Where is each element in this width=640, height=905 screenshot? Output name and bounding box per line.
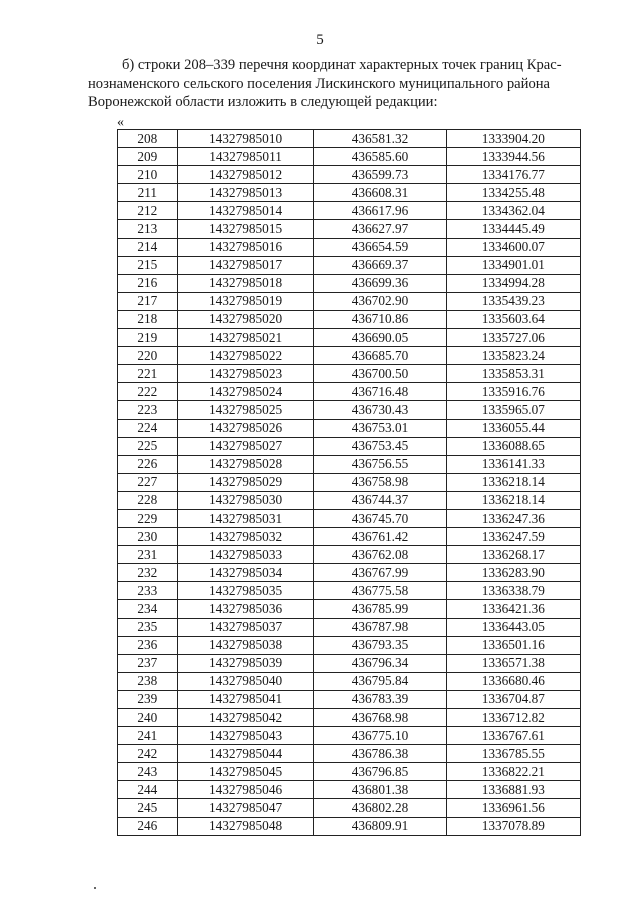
- y-coordinate-cell: 1335439.23: [446, 292, 580, 310]
- x-coordinate-cell: 436745.70: [314, 509, 446, 527]
- y-coordinate-cell: 1336421.36: [446, 600, 580, 618]
- x-coordinate-cell: 436599.73: [314, 166, 446, 184]
- point-number-cell: 222: [118, 383, 178, 401]
- x-coordinate-cell: 436786.38: [314, 745, 446, 763]
- x-coordinate-cell: 436744.37: [314, 491, 446, 509]
- x-coordinate-cell: 436762.08: [314, 546, 446, 564]
- point-id-cell: 14327985044: [177, 745, 314, 763]
- point-id-cell: 14327985022: [177, 347, 314, 365]
- intro-line-1: б) строки 208–339 перечня координат характерных точек границ Крас-: [122, 57, 562, 73]
- point-id-cell: 14327985016: [177, 238, 314, 256]
- y-coordinate-cell: 1336571.38: [446, 654, 580, 672]
- table-row: [118, 274, 581, 292]
- table-row: [118, 528, 581, 546]
- x-coordinate-cell: 436608.31: [314, 184, 446, 202]
- table-row: [118, 491, 581, 509]
- table-row: [118, 347, 581, 365]
- point-number-cell: 231: [118, 546, 178, 564]
- point-number-cell: 237: [118, 654, 178, 672]
- point-id-cell: 14327985015: [177, 220, 314, 238]
- x-coordinate-cell: 436753.01: [314, 419, 446, 437]
- point-id-cell: 14327985029: [177, 473, 314, 491]
- opening-quote-mark: «: [117, 115, 124, 130]
- table-row: [118, 546, 581, 564]
- point-id-cell: 14327985011: [177, 148, 314, 166]
- point-id-cell: 14327985021: [177, 329, 314, 347]
- point-id-cell: 14327985042: [177, 709, 314, 727]
- point-number-cell: 236: [118, 636, 178, 654]
- y-coordinate-cell: 1333904.20: [446, 130, 580, 148]
- point-id-cell: 14327985045: [177, 763, 314, 781]
- point-id-cell: 14327985032: [177, 528, 314, 546]
- point-id-cell: 14327985017: [177, 256, 314, 274]
- x-coordinate-cell: 436700.50: [314, 365, 446, 383]
- y-coordinate-cell: 1336218.14: [446, 473, 580, 491]
- intro-paragraph: [88, 56, 598, 112]
- table-row: [118, 401, 581, 419]
- point-id-cell: 14327985035: [177, 582, 314, 600]
- y-coordinate-cell: 1334255.48: [446, 184, 580, 202]
- table-row: [118, 220, 581, 238]
- table-row: [118, 709, 581, 727]
- x-coordinate-cell: 436795.84: [314, 672, 446, 690]
- point-number-cell: 223: [118, 401, 178, 419]
- table-row: [118, 636, 581, 654]
- table-row: [118, 509, 581, 527]
- table-row: [118, 202, 581, 220]
- x-coordinate-cell: 436761.42: [314, 528, 446, 546]
- x-coordinate-cell: 436796.85: [314, 763, 446, 781]
- point-id-cell: 14327985023: [177, 365, 314, 383]
- point-number-cell: 233: [118, 582, 178, 600]
- y-coordinate-cell: 1336881.93: [446, 781, 580, 799]
- point-id-cell: 14327985047: [177, 799, 314, 817]
- x-coordinate-cell: 436783.39: [314, 690, 446, 708]
- x-coordinate-cell: 436802.28: [314, 799, 446, 817]
- point-id-cell: 14327985014: [177, 202, 314, 220]
- table-row: [118, 799, 581, 817]
- point-number-cell: 210: [118, 166, 178, 184]
- intro-line-3: Воронежской области изложить в следующей редакции:: [88, 94, 438, 110]
- y-coordinate-cell: 1336268.17: [446, 546, 580, 564]
- y-coordinate-cell: 1335603.64: [446, 310, 580, 328]
- point-number-cell: 217: [118, 292, 178, 310]
- y-coordinate-cell: 1334445.49: [446, 220, 580, 238]
- y-coordinate-cell: 1336704.87: [446, 690, 580, 708]
- y-coordinate-cell: 1336443.05: [446, 618, 580, 636]
- x-coordinate-cell: 436758.98: [314, 473, 446, 491]
- y-coordinate-cell: 1336088.65: [446, 437, 580, 455]
- x-coordinate-cell: 436654.59: [314, 238, 446, 256]
- x-coordinate-cell: 436775.58: [314, 582, 446, 600]
- point-id-cell: 14327985038: [177, 636, 314, 654]
- x-coordinate-cell: 436617.96: [314, 202, 446, 220]
- point-number-cell: 242: [118, 745, 178, 763]
- x-coordinate-cell: 436768.98: [314, 709, 446, 727]
- y-coordinate-cell: 1336785.55: [446, 745, 580, 763]
- point-number-cell: 239: [118, 690, 178, 708]
- x-coordinate-cell: 436767.99: [314, 564, 446, 582]
- point-id-cell: 14327985041: [177, 690, 314, 708]
- x-coordinate-cell: 436585.60: [314, 148, 446, 166]
- y-coordinate-cell: 1335965.07: [446, 401, 580, 419]
- table-row: [118, 763, 581, 781]
- point-number-cell: 227: [118, 473, 178, 491]
- table-row: [118, 419, 581, 437]
- point-id-cell: 14327985024: [177, 383, 314, 401]
- table-row: [118, 256, 581, 274]
- table-row: [118, 582, 581, 600]
- table-row: [118, 473, 581, 491]
- x-coordinate-cell: 436685.70: [314, 347, 446, 365]
- point-number-cell: 244: [118, 781, 178, 799]
- table-row: [118, 437, 581, 455]
- point-number-cell: 232: [118, 564, 178, 582]
- y-coordinate-cell: 1335727.06: [446, 329, 580, 347]
- point-id-cell: 14327985012: [177, 166, 314, 184]
- point-id-cell: 14327985026: [177, 419, 314, 437]
- point-number-cell: 211: [118, 184, 178, 202]
- point-number-cell: 234: [118, 600, 178, 618]
- y-coordinate-cell: 1336501.16: [446, 636, 580, 654]
- y-coordinate-cell: 1336055.44: [446, 419, 580, 437]
- point-number-cell: 229: [118, 509, 178, 527]
- y-coordinate-cell: 1337078.89: [446, 817, 580, 835]
- x-coordinate-cell: 436690.05: [314, 329, 446, 347]
- point-number-cell: 208: [118, 130, 178, 148]
- x-coordinate-cell: 436785.99: [314, 600, 446, 618]
- point-number-cell: 245: [118, 799, 178, 817]
- point-number-cell: 213: [118, 220, 178, 238]
- x-coordinate-cell: 436796.34: [314, 654, 446, 672]
- table-row: [118, 310, 581, 328]
- table-row: [118, 727, 581, 745]
- table-row: [118, 600, 581, 618]
- point-number-cell: 240: [118, 709, 178, 727]
- point-id-cell: 14327985036: [177, 600, 314, 618]
- point-number-cell: 235: [118, 618, 178, 636]
- x-coordinate-cell: 436756.55: [314, 455, 446, 473]
- y-coordinate-cell: 1334994.28: [446, 274, 580, 292]
- point-id-cell: 14327985020: [177, 310, 314, 328]
- y-coordinate-cell: 1336767.61: [446, 727, 580, 745]
- y-coordinate-cell: 1334176.77: [446, 166, 580, 184]
- coordinates-table: [117, 129, 581, 836]
- point-id-cell: 14327985028: [177, 455, 314, 473]
- point-number-cell: 225: [118, 437, 178, 455]
- table-row: [118, 184, 581, 202]
- table-row: [118, 148, 581, 166]
- point-id-cell: 14327985046: [177, 781, 314, 799]
- point-id-cell: 14327985030: [177, 491, 314, 509]
- table-row: [118, 130, 581, 148]
- x-coordinate-cell: 436801.38: [314, 781, 446, 799]
- x-coordinate-cell: 436710.86: [314, 310, 446, 328]
- table-row: [118, 166, 581, 184]
- y-coordinate-cell: 1336680.46: [446, 672, 580, 690]
- point-number-cell: 218: [118, 310, 178, 328]
- y-coordinate-cell: 1334600.07: [446, 238, 580, 256]
- y-coordinate-cell: 1335916.76: [446, 383, 580, 401]
- x-coordinate-cell: 436753.45: [314, 437, 446, 455]
- table-row: [118, 745, 581, 763]
- point-number-cell: 219: [118, 329, 178, 347]
- intro-line-2: нознаменского сельского поселения Лискинского муниципального района: [88, 75, 551, 92]
- point-number-cell: 243: [118, 763, 178, 781]
- y-coordinate-cell: 1336218.14: [446, 491, 580, 509]
- y-coordinate-cell: 1334362.04: [446, 202, 580, 220]
- point-id-cell: 14327985033: [177, 546, 314, 564]
- x-coordinate-cell: 436716.48: [314, 383, 446, 401]
- point-number-cell: 212: [118, 202, 178, 220]
- point-number-cell: 228: [118, 491, 178, 509]
- point-number-cell: 216: [118, 274, 178, 292]
- table-row: [118, 618, 581, 636]
- x-coordinate-cell: 436627.97: [314, 220, 446, 238]
- y-coordinate-cell: 1336247.36: [446, 509, 580, 527]
- table-row: [118, 292, 581, 310]
- point-number-cell: 246: [118, 817, 178, 835]
- x-coordinate-cell: 436699.36: [314, 274, 446, 292]
- point-number-cell: 214: [118, 238, 178, 256]
- point-id-cell: 14327985040: [177, 672, 314, 690]
- y-coordinate-cell: 1336712.82: [446, 709, 580, 727]
- point-number-cell: 241: [118, 727, 178, 745]
- point-id-cell: 14327985034: [177, 564, 314, 582]
- point-id-cell: 14327985048: [177, 817, 314, 835]
- y-coordinate-cell: 1336141.33: [446, 455, 580, 473]
- point-id-cell: 14327985043: [177, 727, 314, 745]
- y-coordinate-cell: 1335823.24: [446, 347, 580, 365]
- table-row: [118, 781, 581, 799]
- y-coordinate-cell: 1334901.01: [446, 256, 580, 274]
- table-row: [118, 564, 581, 582]
- point-id-cell: 14327985031: [177, 509, 314, 527]
- point-number-cell: 238: [118, 672, 178, 690]
- point-id-cell: 14327985027: [177, 437, 314, 455]
- y-coordinate-cell: 1336338.79: [446, 582, 580, 600]
- point-number-cell: 230: [118, 528, 178, 546]
- table-row: [118, 690, 581, 708]
- point-id-cell: 14327985025: [177, 401, 314, 419]
- point-id-cell: 14327985018: [177, 274, 314, 292]
- point-id-cell: 14327985019: [177, 292, 314, 310]
- coordinates-table-body: [118, 130, 581, 836]
- x-coordinate-cell: 436775.10: [314, 727, 446, 745]
- table-row: [118, 817, 581, 835]
- y-coordinate-cell: 1336283.90: [446, 564, 580, 582]
- x-coordinate-cell: 436787.98: [314, 618, 446, 636]
- table-row: [118, 654, 581, 672]
- y-coordinate-cell: 1336961.56: [446, 799, 580, 817]
- x-coordinate-cell: 436809.91: [314, 817, 446, 835]
- table-row: [118, 455, 581, 473]
- point-id-cell: 14327985013: [177, 184, 314, 202]
- table-row: [118, 329, 581, 347]
- x-coordinate-cell: 436730.43: [314, 401, 446, 419]
- x-coordinate-cell: 436702.90: [314, 292, 446, 310]
- scan-speck: [94, 887, 96, 889]
- y-coordinate-cell: 1336247.59: [446, 528, 580, 546]
- y-coordinate-cell: 1335853.31: [446, 365, 580, 383]
- y-coordinate-cell: 1336822.21: [446, 763, 580, 781]
- point-id-cell: 14327985039: [177, 654, 314, 672]
- table-row: [118, 383, 581, 401]
- table-row: [118, 238, 581, 256]
- point-number-cell: 209: [118, 148, 178, 166]
- point-number-cell: 224: [118, 419, 178, 437]
- point-number-cell: 226: [118, 455, 178, 473]
- point-id-cell: 14327985010: [177, 130, 314, 148]
- point-number-cell: 220: [118, 347, 178, 365]
- table-row: [118, 365, 581, 383]
- x-coordinate-cell: 436793.35: [314, 636, 446, 654]
- page-number: 5: [316, 32, 324, 48]
- table-row: [118, 672, 581, 690]
- point-id-cell: 14327985037: [177, 618, 314, 636]
- y-coordinate-cell: 1333944.56: [446, 148, 580, 166]
- point-number-cell: 215: [118, 256, 178, 274]
- x-coordinate-cell: 436669.37: [314, 256, 446, 274]
- point-number-cell: 221: [118, 365, 178, 383]
- x-coordinate-cell: 436581.32: [314, 130, 446, 148]
